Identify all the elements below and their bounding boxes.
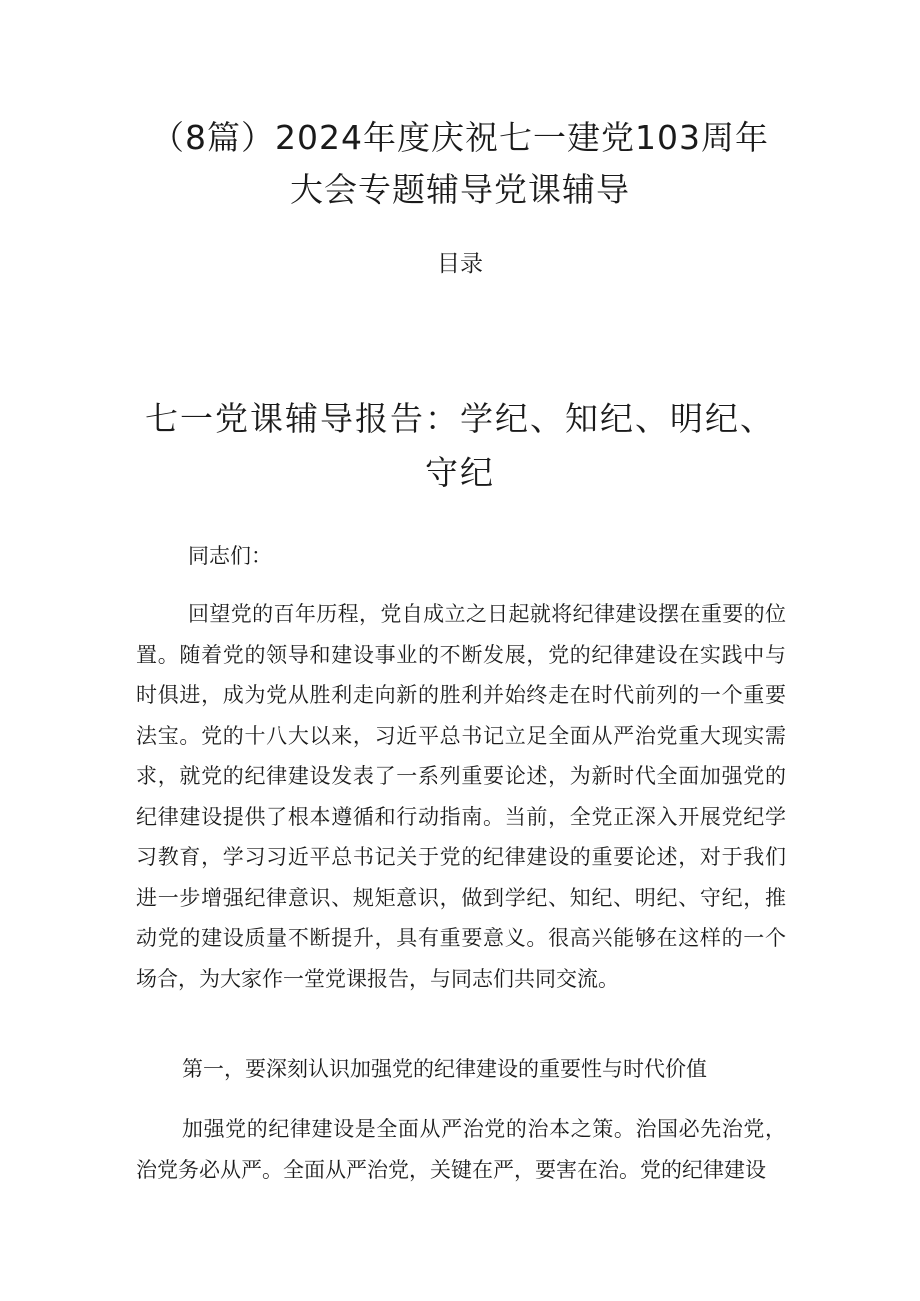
salutation: 同志们： bbox=[188, 544, 272, 568]
section-title-line-2: 守纪 bbox=[425, 453, 495, 492]
section-title-line-1: 七一党课辅导报告：学纪、知纪、明纪、 bbox=[145, 399, 775, 438]
section-title bbox=[0, 392, 920, 500]
paragraph-intro: 回望党的百年历程，党自成立之日起就将纪律建设摆在重要的位置。随着党的领导和建设事业的不断发展，党的纪律建设在实践中与时俱进，成为党从胜利走向新的胜利并始终走在时代前列的一个重要法宝。党的十八大以来，习近平总书记立足全面从严治党重大现实需求，就党的纪律建设发表了一系列重要论述，为新时代全面加强党的纪律建设提供了根本遵循和行动指南。当前，全党正深入开展党纪学习教育，学习习近平总书记关于党的纪律建设的重要论述，对于我们进一步增强纪律意识、规矩意识，做到学纪、知纪、明纪、守纪，推动党的建设质量不断提升，具有重要意义。很高兴能够在这样的一个场合，为大家作一堂党课报告，与同志们共同交流。 bbox=[136, 602, 786, 991]
document-title-line-1: （8篇）2024年度庆祝七一建党103周年 bbox=[151, 118, 769, 157]
paragraph-first-point: 加强党的纪律建设是全面从严治党的治本之策。治国必先治党，治党务必从严。全面从严治党，关键在严，要害在治。党的纪律建设 bbox=[136, 1117, 786, 1182]
toc-heading: 目录 bbox=[437, 251, 483, 277]
document-title-line-2: 大会专题辅导党课辅导 bbox=[290, 170, 630, 209]
document-title bbox=[0, 112, 920, 216]
subheading-first: 第一，要深刻认识加强党的纪律建设的重要性与时代价值 bbox=[182, 1057, 707, 1081]
